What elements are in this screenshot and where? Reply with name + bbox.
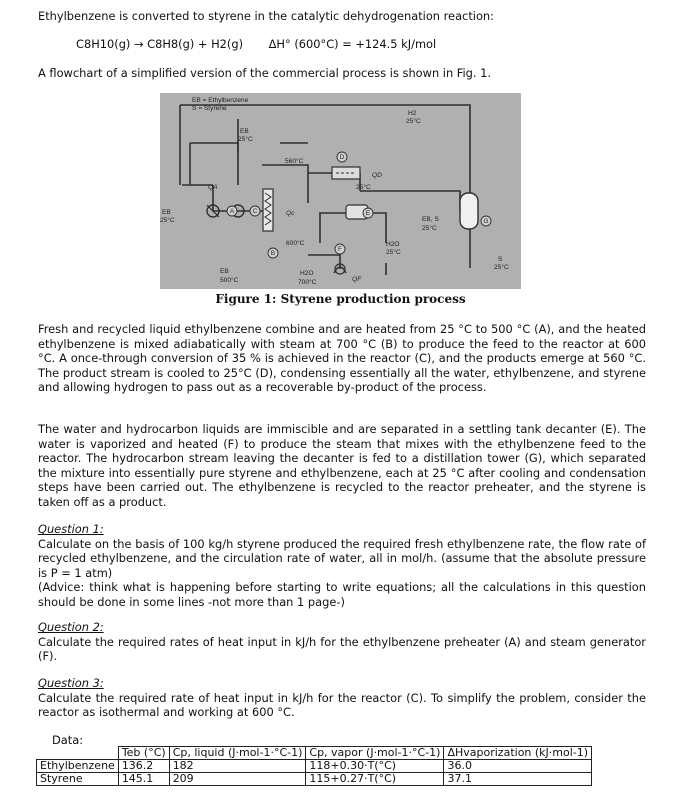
label-qa: QA [208,184,218,191]
data-label: Data: [52,733,84,747]
label-eb-feed: EB [162,209,171,216]
label-recycle-eb: EB [240,128,249,135]
question-1-title: Question 1: [38,522,104,536]
unit-d-label: D [339,154,345,161]
reaction-enthalpy: ΔH° (600°C) = +124.5 kJ/mol [268,37,437,51]
label-h2: H2 [408,110,417,117]
label-qc: Qc [286,210,295,217]
label-h2-temp: 25°C [406,118,421,125]
label-ebs-temp: 25°C [422,225,437,232]
table-row [37,760,592,773]
figure-caption: Figure 1: Styrene production process [215,292,466,306]
legend-eb: EB = Ethylbenzene [192,97,249,104]
row-teb: 145.1 [118,773,169,786]
question-2-title: Question 2: [38,620,104,634]
label-s-out: S [498,256,503,263]
intro-text: Ethylbenzene is converted to styrene in the catalytic dehydrogenation reaction: [38,9,494,23]
label-ebs: EB, S [422,216,439,223]
table-row [37,773,592,786]
reaction-equation: C8H10(g) → C8H8(g) + H2(g) [76,37,244,51]
label-eb500: EB [220,268,229,275]
row-cp-liquid: 209 [169,773,306,786]
question-3 [38,676,646,720]
paragraph-process-description: Fresh and recycled liquid ethylbenzene combine and are heated from 25 °C to 500 °C (A), and the heated ethylbenzene is mixed adiabatically with steam at 700 °C (B) to produce the feed to the reactor at 600 °C. A once-through conversion of 35 % is achieved in the reactor (C), and the products emerge at 560 °C. The product stream is cooled to 25°C (D), condensing essentially all the water, ethylbenzene, and styrene and allowing hydrogen to pass out as a recoverable by-product of the process. [38,322,646,395]
header-teb: Teb (°C) [118,747,169,760]
label-s-out-temp: 25°C [494,264,509,271]
label-25-after-d: 25°C [356,184,371,191]
label-600: 600°C [286,240,305,247]
row-compound-name: Styrene [37,773,119,786]
question-1 [38,522,646,610]
row-dh-vap: 37.1 [444,773,592,786]
condenser-d-icon [332,167,360,179]
row-cp-vapor: 118+0.30·T(°C) [306,760,444,773]
question-3-title: Question 3: [38,676,104,690]
header-cp-liquid: Cp, liquid (J·mol-1·°C-1) [169,747,306,760]
unit-e-label: E [365,210,371,217]
label-recycle-temp: 25°C [238,136,253,143]
distillation-tower-g-icon [460,193,478,229]
label-560: 560°C [285,158,304,165]
legend-s: S = Styrene [192,105,227,112]
data-table-header-row [37,747,592,760]
row-compound-name: Ethylbenzene [37,760,119,773]
unit-c-label: C [252,208,258,215]
label-h2o700-temp: 700°C [298,279,317,286]
question-1-text: Calculate on the basis of 100 kg/h styrene produced the required fresh ethylbenzene rate, the flow rate of recycled ethylbenzene, and the circulation rate of water, all in mol/h. (assume that the absolute pressure is P = 1 atm) [38,536,646,580]
row-cp-vapor: 115+0.27·T(°C) [306,773,444,786]
label-eb500-temp: 500°C [220,277,239,284]
question-2 [38,620,646,664]
data-table [36,746,592,786]
reaction-line [76,37,436,51]
label-qd: QD [372,172,382,179]
label-h2o-out: H2O [386,241,400,248]
row-teb: 136.2 [118,760,169,773]
row-dh-vap: 36.0 [444,760,592,773]
unit-f-label: F [338,246,342,253]
unit-g-label: G [483,218,489,225]
header-cp-vapor: Cp, vapor (J·mol-1·°C-1) [306,747,444,760]
label-h2o700: H2O [300,270,314,277]
flowchart-figure [160,93,521,289]
question-2-text: Calculate the required rates of heat input in kJ/h for the ethylbenzene preheater (A) and steam generator (F). [38,634,646,664]
header-dh-vap: ΔHvaporization (kJ·mol-1) [444,747,592,760]
question-1-advice: (Advice: think what is happening before starting to write equations; all the calculations in this question should be done in some lines -not more than 1 page-) [38,580,646,609]
unit-a-label: A [229,208,235,215]
reactor-c-icon [263,189,273,231]
row-cp-liquid: 182 [169,760,306,773]
question-3-text: Calculate the required rate of heat input in kJ/h for the reactor (C). To simplify the problem, consider the reactor as isothermal and working at 600 °C. [38,690,646,720]
label-eb-feed-temp: 25°C [160,217,175,224]
label-h2o-out-temp: 25°C [386,249,401,256]
paragraph-separation: The water and hydrocarbon liquids are immiscible and are separated in a settling tank decanter (E). The water is vaporized and heated (F) to produce the steam that mixes with the ethylbenzene feed to the reactor. The hydrocarbon stream leaving the decanter is fed to a distillation tower (G), which separated the mixture into essentially pure styrene and ethylbenzene, each at 25 °C after cooling and condensation steps have been carried out. The ethylbenzene is recycled to the reactor preheater, and the styrene is taken off as a product. [38,422,646,509]
data-table-corner [37,747,119,760]
unit-b-label: B [270,250,276,257]
flowchart-intro: A flowchart of a simplified version of the commercial process is shown in Fig. 1. [38,66,492,80]
label-qf: QF [352,276,362,283]
